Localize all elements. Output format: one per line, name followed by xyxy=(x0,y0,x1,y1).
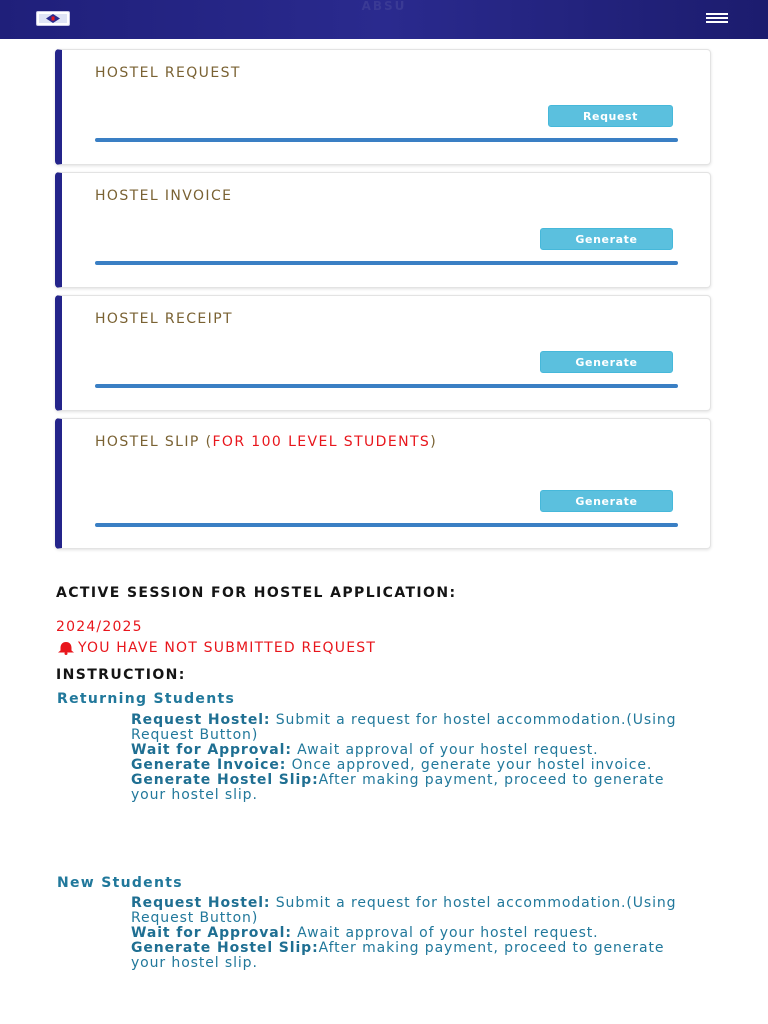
list-item: Wait for Approval: Await approval of your hostel request. xyxy=(131,742,599,758)
new-steps-list xyxy=(131,896,691,971)
list-item: Request Hostel: Submit a request for hostel accommodation.(Using Request Button) xyxy=(131,895,677,926)
list-item: Generate Hostel Slip:After making payment, proceed to generate your hostel slip. xyxy=(131,772,665,803)
request-button[interactable]: Request xyxy=(548,105,673,127)
active-session-heading: ACTIVE SESSION FOR HOSTEL APPLICATION: xyxy=(56,585,457,601)
hostel-slip-card xyxy=(55,418,711,549)
hostel-request-card xyxy=(55,49,711,165)
list-item: Generate Hostel Slip:After making payment, proceed to generate your hostel slip. xyxy=(131,940,665,971)
card-divider-bar xyxy=(95,138,678,142)
card-title: HOSTEL REQUEST xyxy=(95,65,241,81)
generate-receipt-button[interactable]: Generate xyxy=(540,351,673,373)
generate-slip-button[interactable]: Generate xyxy=(540,490,673,512)
card-title-note: FOR 100 LEVEL STUDENTS xyxy=(212,434,431,450)
menu-button[interactable] xyxy=(706,13,732,25)
top-navbar xyxy=(0,0,768,39)
list-item: Request Hostel: Submit a request for hostel accommodation.(Using Request Button) xyxy=(131,712,677,743)
card-divider-bar xyxy=(95,261,678,265)
request-status-warning xyxy=(56,640,376,656)
instruction-heading: INSTRUCTION: xyxy=(56,667,186,683)
card-title: HOSTEL RECEIPT xyxy=(95,311,233,327)
returning-students-title: Returning Students xyxy=(57,691,236,707)
bell-icon xyxy=(56,641,76,655)
returning-steps-list xyxy=(131,713,691,803)
card-title-suffix: ) xyxy=(430,434,438,450)
hostel-invoice-card xyxy=(55,172,711,288)
hamburger-menu-icon xyxy=(706,13,728,15)
card-divider-bar xyxy=(95,523,678,527)
list-item: Wait for Approval: Await approval of your hostel request. xyxy=(131,925,599,941)
card-title-prefix: HOSTEL SLIP ( xyxy=(95,434,213,450)
card-divider-bar xyxy=(95,384,678,388)
brand-name: ABSU xyxy=(361,0,407,13)
hostel-receipt-card xyxy=(55,295,711,411)
generate-invoice-button[interactable]: Generate xyxy=(540,228,673,250)
card-title: HOSTEL INVOICE xyxy=(95,188,233,204)
university-logo[interactable] xyxy=(36,11,70,26)
warning-text: YOU HAVE NOT SUBMITTED REQUEST xyxy=(78,640,377,656)
university-crest-icon xyxy=(38,13,68,24)
card-title xyxy=(95,435,615,450)
list-item: Generate Invoice: Once approved, generate your hostel invoice. xyxy=(131,757,653,773)
session-year: 2024/2025 xyxy=(56,619,143,635)
new-students-title: New Students xyxy=(57,875,183,891)
